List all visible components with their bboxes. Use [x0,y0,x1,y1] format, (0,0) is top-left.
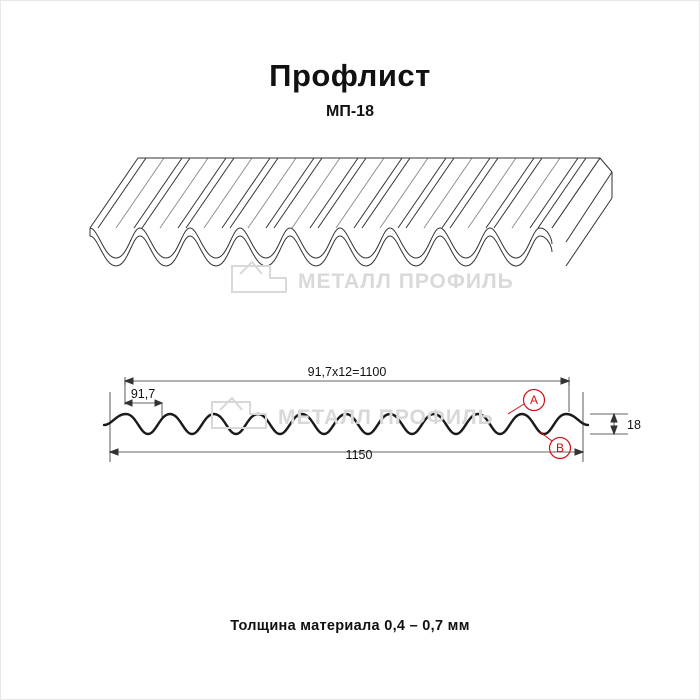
dimension-pitch-total-label: 91,7x12=1100 [307,365,387,379]
watermark-logo-top [232,262,514,293]
watermark-logo-bottom [212,398,494,429]
dimension-overall-width-label: 1150 [345,448,373,462]
callout-b-label: B [555,441,565,455]
material-thickness-note: Толщина материала 0,4 – 0,7 мм [230,618,470,634]
dimension-pitch-single-label: 91,7 [130,387,156,401]
watermark-text-bottom: МЕТАЛЛ ПРОФИЛЬ [278,406,494,429]
callout-a-label: A [529,393,539,407]
watermark-text-top: МЕТАЛЛ ПРОФИЛЬ [298,270,514,293]
sheet-perspective-illustration [90,158,612,266]
callout-b [540,432,571,459]
dimension-height-label: 18 [627,418,641,432]
product-model-label: МП-18 [326,103,374,120]
callout-a [508,390,545,415]
page-title: Профлист [269,58,431,93]
